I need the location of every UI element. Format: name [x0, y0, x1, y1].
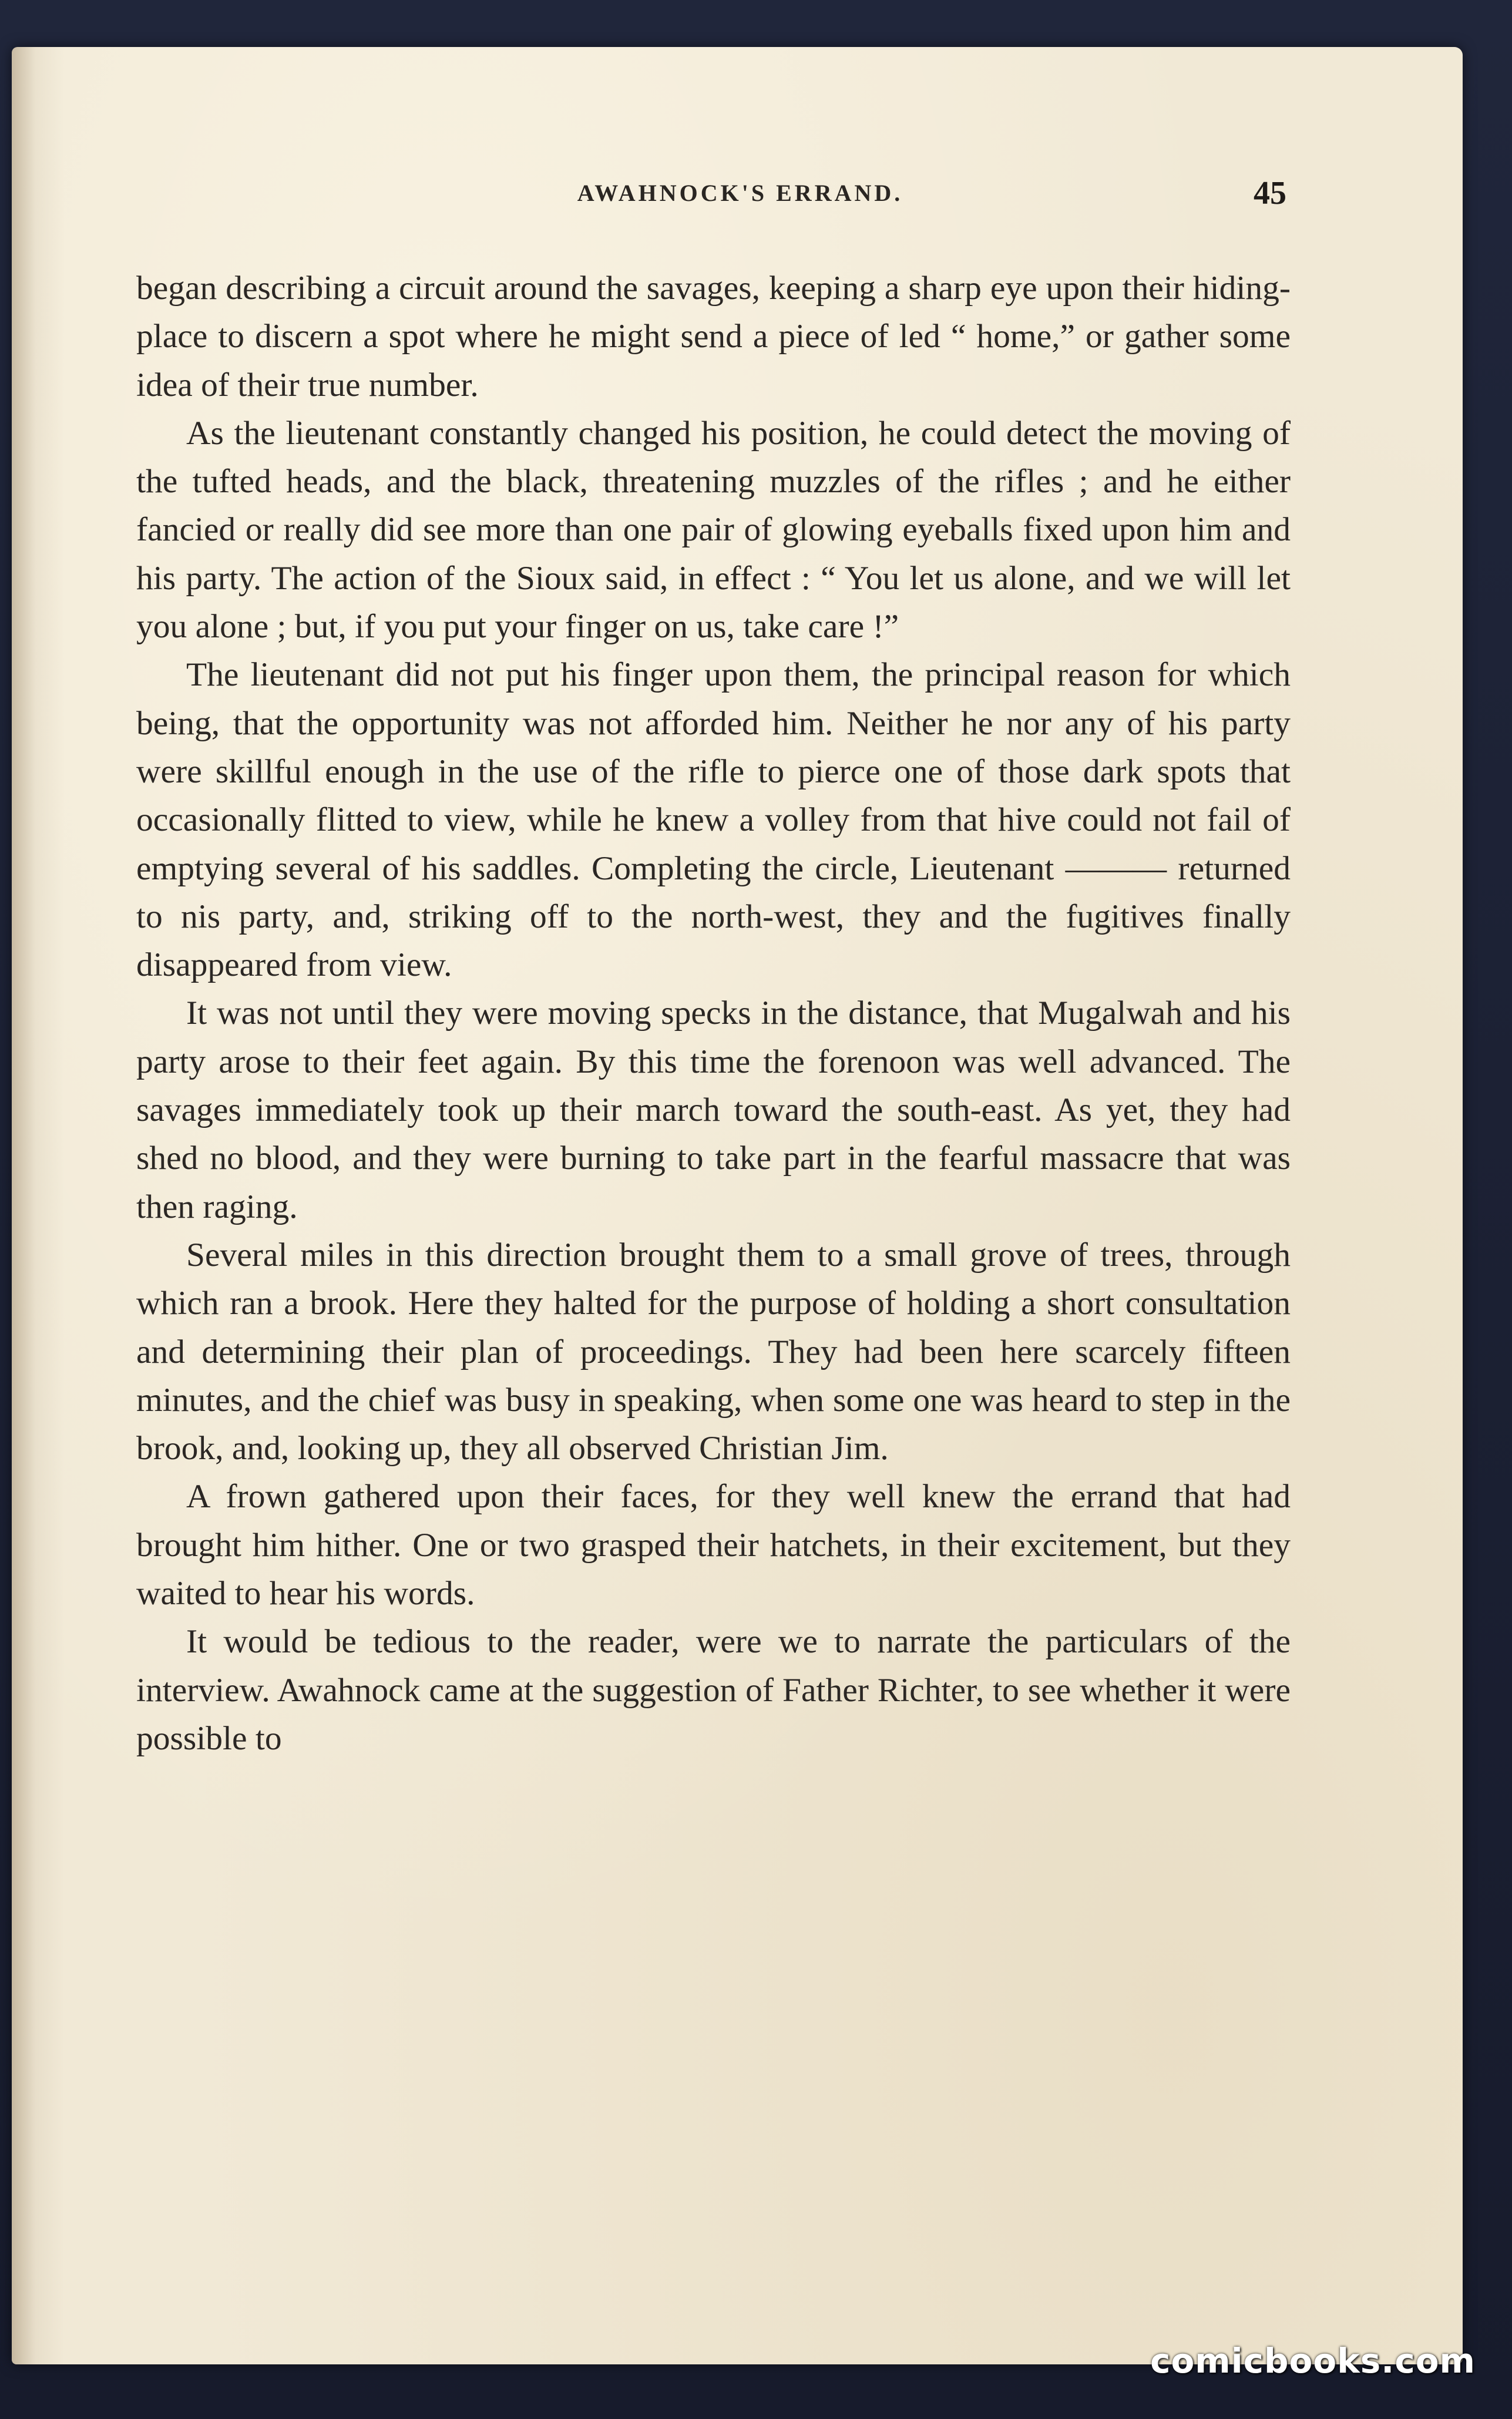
paragraph: It would be tedious to the reader, were we to narrate the particulars of the interview. Awahnock came at the suggestion of Father Richter, to see whether it were possible to	[136, 1623, 1291, 1757]
running-title: AWAHNOCK'S ERRAND.	[577, 180, 903, 206]
paragraph: began describing a circuit around the savages, keeping a sharp eye upon their hiding-place to discern a spot where he might send a piece of led “ home,” or gather some idea of their true number.	[136, 270, 1291, 404]
paragraph: It was not until they were moving specks in the distance, that Mugalwah and his party arose to their feet again. By this time the forenoon was well advanced. The savages immediately took up their march toward the south-east. As yet, they had shed no blood, and they were burning to take part in the fearful massacre that was then raging.	[136, 995, 1291, 1225]
paragraph: A frown gathered upon their faces, for they well knew the errand that had brought him hither. One or two grasped their hatchets, in their excitement, but they waited to hear his words.	[136, 1478, 1291, 1612]
watermark: comicbooks.com	[1150, 2341, 1476, 2381]
paragraph: As the lieutenant constantly changed his position, he could detect the moving of the tufted heads, and the black, threatening muzzles of the rifles ; and he either fancied or really did see more than one pair of glowing eyeballs fixed upon him and his party. The action of the Sioux said, in effect : “ You let us alone, and we will let you alone ; but, if you put your finger on us, take care !”	[136, 414, 1291, 646]
body-text	[136, 264, 1291, 1763]
running-head	[194, 175, 1286, 220]
paragraph: Several miles in this direction brought them to a small grove of trees, through which ran a brook. Here they halted for the purpose of holding a short consultation and determining their plan of proceedings. They had been here scarcely fifteen minutes, and the chief was busy in speaking, when some one was heard to step in the brook, and, looking up, they all observed Christian Jim.	[136, 1236, 1291, 1467]
page-number: 45	[1254, 175, 1286, 211]
page-gutter-shadow	[12, 47, 65, 2364]
paragraph: The lieutenant did not put his finger upon them, the principal reason for which being, that the opportunity was not afforded him. Neither he nor any of his party were skillful enough in the use of the rifle to pierce one of those dark spots that occasionally flitted to view, while he knew a volley from that hive could not fail of emptying several of his saddles. Completing the circle, Lieutenant ——— returned to nis party, and, striking off to the north-west, they and the fugitives finally disappeared from view.	[136, 656, 1291, 984]
